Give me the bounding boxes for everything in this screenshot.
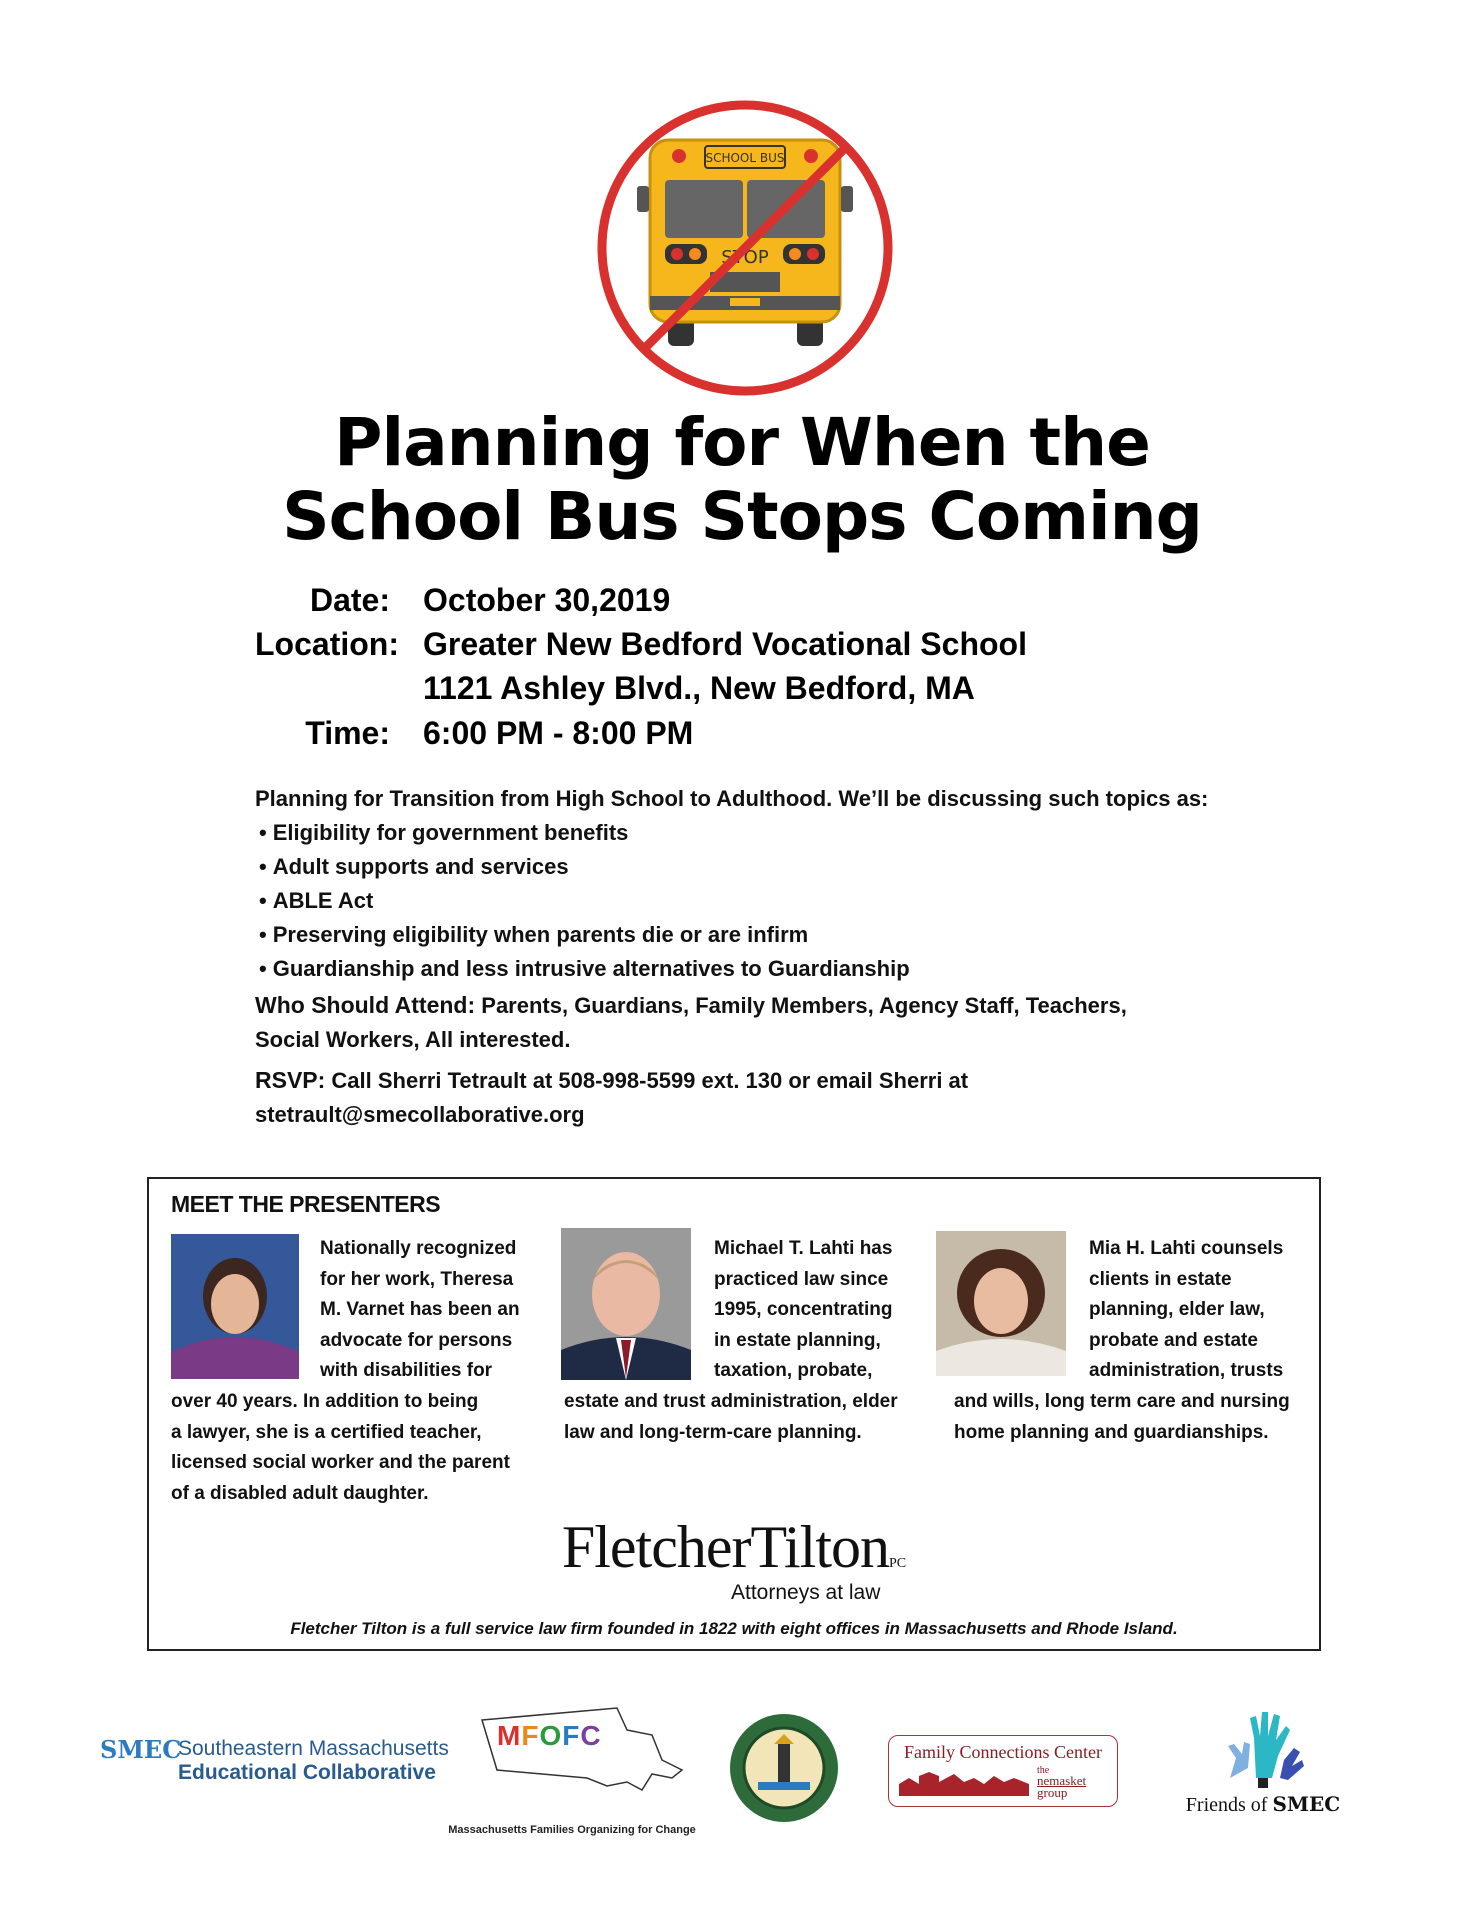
bio-line: administration, trusts bbox=[1089, 1360, 1284, 1381]
page-title bbox=[0, 406, 1484, 554]
smec-line-2: Educational Collaborative bbox=[178, 1761, 436, 1784]
attend-line-1: Parents, Guardians, Family Members, Agency Staff, Teachers, bbox=[481, 993, 1127, 1018]
bio-line: probate and estate bbox=[1089, 1329, 1258, 1351]
bio-line: home planning and guardianships. bbox=[954, 1421, 1269, 1443]
friends-of-smec-logo[interactable] bbox=[1178, 1708, 1348, 1818]
bus-sign: SCHOOL BUS bbox=[705, 151, 785, 165]
smec-line-1: Southeastern Massachusetts bbox=[178, 1737, 449, 1760]
bio-line: estate and trust administration, elder bbox=[564, 1391, 898, 1412]
mfofc-mark: MFOFC bbox=[497, 1720, 602, 1751]
attend-line-2: Social Workers, All interested. bbox=[255, 1027, 571, 1052]
firm-note: Fletcher Tilton is a full service law firm founded in 1822 with eight offices in Massachusetts and Rhode Island. bbox=[290, 1619, 1178, 1638]
firm-tagline: Attorneys at law bbox=[731, 1581, 881, 1604]
location-label: Location: bbox=[255, 626, 399, 662]
attend-label: Who Should Attend: bbox=[255, 992, 476, 1018]
presenter-photo-michael bbox=[561, 1228, 691, 1380]
family-connections-logo[interactable] bbox=[888, 1735, 1118, 1807]
bio-line: of a disabled adult daughter. bbox=[171, 1482, 429, 1504]
bio-line: 1995, concentrating bbox=[714, 1299, 893, 1320]
title-line-2: School Bus Stops Coming bbox=[282, 478, 1202, 555]
date-value: October 30,2019 bbox=[423, 582, 671, 618]
bio-line: and wills, long term care and nursing bbox=[954, 1391, 1290, 1412]
title-line-1: Planning for When the bbox=[334, 404, 1150, 481]
town-skyline-icon bbox=[899, 1766, 1029, 1796]
bio-line: practiced law since bbox=[714, 1268, 889, 1290]
bio-line: over 40 years. In addition to being bbox=[171, 1391, 479, 1412]
time-label: Time: bbox=[305, 715, 390, 751]
attend-section bbox=[255, 988, 1275, 1057]
location-line-1: Greater New Bedford Vocational School bbox=[423, 626, 1027, 662]
bio-line: taxation, probate, bbox=[714, 1360, 873, 1381]
hands-icon bbox=[1208, 1708, 1318, 1788]
presenter-bio-mia-top bbox=[1089, 1234, 1319, 1387]
friends-prefix: Friends of bbox=[1185, 1794, 1268, 1816]
bio-line: licensed social worker and the parent bbox=[171, 1452, 510, 1473]
bio-line: for her work, Theresa bbox=[320, 1268, 514, 1290]
portrait-icon bbox=[936, 1231, 1066, 1376]
fcc-sub-1: the bbox=[1037, 1765, 1050, 1776]
presenter-bio-theresa-top bbox=[320, 1234, 580, 1387]
rsvp-email-link[interactable]: stetrault@smecollaborative.org bbox=[255, 1102, 585, 1127]
time-value: 6:00 PM - 8:00 PM bbox=[423, 715, 694, 751]
presenter-bio-michael-top bbox=[714, 1234, 944, 1387]
mfofc-logo[interactable] bbox=[447, 1700, 697, 1840]
massachusetts-map-icon bbox=[477, 1700, 687, 1810]
portrait-icon bbox=[171, 1234, 299, 1379]
bio-line: clients in estate bbox=[1089, 1268, 1232, 1290]
fcc-title: Family Connections Center bbox=[904, 1742, 1102, 1762]
bio-line: M. Varnet has been an bbox=[320, 1299, 520, 1320]
bio-line: planning, elder law, bbox=[1089, 1299, 1265, 1320]
no-school-bus-graphic bbox=[595, 98, 895, 398]
list-item: • Guardianship and less intrusive alternatives to Guardianship bbox=[259, 952, 1275, 986]
presenters-box bbox=[147, 1177, 1321, 1651]
presenter-photo-mia bbox=[936, 1231, 1066, 1376]
friends-text bbox=[1178, 1792, 1348, 1817]
bio-line: Michael T. Lahti has bbox=[714, 1238, 893, 1259]
portrait-icon bbox=[561, 1228, 691, 1380]
bio-line: a lawyer, she is a certified teacher, bbox=[171, 1421, 482, 1443]
intro-text: Planning for Transition from High School to Adulthood. We’ll be discussing such topics as: bbox=[255, 786, 1209, 811]
presenters-heading: MEET THE PRESENTERS bbox=[171, 1191, 441, 1217]
presenter-photo-theresa bbox=[171, 1234, 299, 1379]
presenter-bio-theresa-bottom bbox=[171, 1387, 551, 1509]
bio-line: law and long-term-care planning. bbox=[564, 1421, 862, 1443]
topics-list bbox=[255, 816, 1275, 986]
bio-line: in estate planning, bbox=[714, 1329, 881, 1351]
fcc-sub-2: nemasket bbox=[1037, 1773, 1087, 1788]
list-item: • Eligibility for government benefits bbox=[259, 816, 1275, 850]
bio-line: with disabilities for bbox=[320, 1360, 493, 1381]
firm-logo bbox=[149, 1513, 1319, 1582]
list-item: • ABLE Act bbox=[259, 884, 1275, 918]
bio-line: advocate for persons bbox=[320, 1329, 513, 1351]
list-item: • Adult supports and services bbox=[259, 850, 1275, 884]
firm-name: FletcherTilton bbox=[561, 1514, 889, 1580]
rsvp-section bbox=[255, 1063, 1275, 1132]
mfofc-caption: Massachusetts Families Organizing for Change bbox=[448, 1824, 696, 1836]
bio-line: Mia H. Lahti counsels bbox=[1089, 1238, 1284, 1259]
presenter-bio-mia-bottom bbox=[954, 1387, 1319, 1448]
friends-mark: SMEC bbox=[1272, 1792, 1341, 1816]
fcc-sub-3: group bbox=[1037, 1785, 1068, 1800]
date-label: Date: bbox=[309, 582, 390, 618]
list-item: • Preserving eligibility when parents die or are infirm bbox=[259, 918, 1275, 952]
smec-logo[interactable] bbox=[100, 1735, 450, 1795]
bio-line: Nationally recognized bbox=[320, 1238, 517, 1259]
presenter-bio-michael-bottom bbox=[564, 1387, 944, 1448]
rsvp-label: RSVP: bbox=[255, 1067, 326, 1093]
event-details bbox=[255, 578, 1155, 758]
smec-mark: SMEC bbox=[100, 1735, 182, 1764]
event-description bbox=[255, 782, 1275, 1132]
stop-sign-text: STOP bbox=[721, 247, 769, 268]
location-line-2: 1121 Ashley Blvd., New Bedford, MA bbox=[423, 670, 975, 706]
rsvp-line-1: Call Sherri Tetrault at 508-998-5599 ext. 130 or email Sherri at bbox=[331, 1068, 969, 1093]
gnb-voctech-seal-icon[interactable] bbox=[728, 1712, 840, 1824]
firm-suffix: PC bbox=[889, 1556, 907, 1571]
